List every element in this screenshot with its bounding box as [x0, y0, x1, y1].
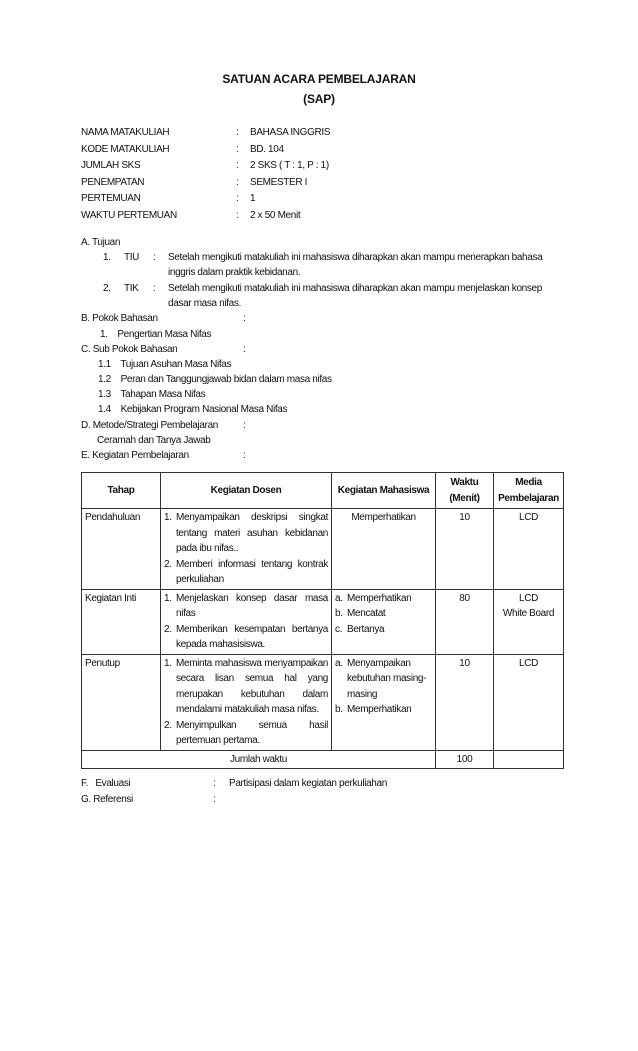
- list-number: 1.: [164, 657, 172, 669]
- list-item: [164, 718, 328, 749]
- info-row-duration: [81, 208, 561, 225]
- info-row-meeting: [81, 191, 561, 208]
- cell-dosen: [161, 589, 332, 654]
- info-value: SEMESTER I: [250, 176, 308, 188]
- total-label: Jumlah waktu: [82, 750, 436, 769]
- course-info: [81, 125, 561, 224]
- info-value: 2 SKS ( T : 1, P : 1): [250, 160, 329, 171]
- info-value: BAHASA INGGRIS: [250, 127, 331, 138]
- info-label: JUMLAH SKS: [81, 160, 141, 171]
- total-empty-cell: [494, 750, 564, 769]
- section-f-colon: :: [213, 778, 216, 789]
- header-tahap: Tahap: [82, 473, 161, 509]
- list-item: [164, 622, 328, 653]
- list-item: [335, 702, 432, 718]
- info-row-name: [81, 125, 561, 142]
- section-c-colon: :: [243, 344, 246, 355]
- list-item: [335, 622, 432, 638]
- header-media: [494, 473, 564, 509]
- list-text: Memberikan kesempatan bertanya kepada mahasisiswa.: [176, 623, 328, 650]
- info-value: BD. 104: [250, 143, 284, 155]
- info-colon: :: [236, 209, 239, 221]
- info-label: PERTEMUAN: [81, 193, 141, 204]
- info-row-placement: [81, 175, 561, 192]
- list-item: [164, 510, 328, 557]
- list-text: Memberi informasi tentang kontrak perkuliahan: [176, 558, 328, 585]
- section-b-heading: B. Pokok Bahasan: [81, 313, 158, 324]
- section-f-value: Partisipasi dalam kegiatan perkuliahan: [229, 778, 387, 789]
- list-letter: b.: [335, 608, 343, 619]
- table-header-row: [82, 473, 564, 509]
- info-row-sks: [81, 158, 561, 175]
- list-text: Memperhatikan: [347, 704, 412, 715]
- list-letter: a.: [335, 657, 343, 669]
- list-number: 1.: [164, 512, 172, 523]
- list-item: [335, 656, 432, 703]
- cell-waktu: 10: [436, 509, 494, 590]
- section-g-colon: :: [213, 794, 216, 805]
- list-number: 2.: [164, 623, 172, 635]
- tik-text-line1: Setelah mengikuti matakuliah ini mahasiswa diharapkan akan mampu menjelaskan konsep: [168, 283, 542, 294]
- tiu-number: 1.: [103, 252, 111, 263]
- list-text: Menjelaskan konsep dasar masa nifas: [176, 592, 328, 619]
- info-colon: :: [236, 160, 239, 171]
- document-title: SATUAN ACARA PEMBELAJARAN: [222, 72, 416, 86]
- media-item: LCD: [519, 512, 538, 523]
- header-kegiatan-mahasiswa: Kegiatan Mahasiswa: [332, 473, 436, 509]
- list-item: [335, 591, 432, 607]
- info-colon: :: [236, 176, 239, 188]
- media-item: LCD: [519, 592, 538, 604]
- header-media-line2: Pembelajaran: [498, 492, 559, 504]
- list-text: Bertanya: [347, 623, 385, 635]
- info-label: NAMA MATAKULIAH: [81, 127, 170, 138]
- table-row: [82, 654, 564, 750]
- header-waktu-line2: (Menit): [449, 492, 480, 504]
- table-row: [82, 509, 564, 590]
- info-label: KODE MATAKULIAH: [81, 143, 170, 155]
- header-media-line1: Media: [515, 477, 542, 488]
- list-number: 2.: [164, 558, 172, 570]
- info-colon: :: [236, 127, 239, 138]
- section-f-heading: F. Evaluasi: [81, 778, 131, 789]
- list-item: [335, 606, 432, 622]
- section-c-heading: C. Sub Pokok Bahasan: [81, 344, 178, 355]
- section-d-item: Ceramah dan Tanya Jawab: [97, 435, 211, 446]
- header-waktu: [436, 473, 494, 509]
- header-waktu-line1: Waktu: [450, 477, 479, 488]
- info-label: WAKTU PERTEMUAN: [81, 209, 177, 221]
- media-item: White Board: [502, 608, 555, 619]
- table-total-row: [82, 750, 564, 769]
- tiu-colon: :: [153, 252, 156, 263]
- cell-waktu: 80: [436, 589, 494, 654]
- header-kegiatan-dosen: Kegiatan Dosen: [161, 473, 332, 509]
- list-text: Menyampaikan kebutuhan masing-masing: [347, 657, 427, 700]
- cell-waktu: 10: [436, 654, 494, 750]
- section-e-heading: E. Kegiatan Pembelajaran: [81, 450, 189, 461]
- cell-media: [494, 654, 564, 750]
- list-letter: b.: [335, 704, 343, 715]
- list-item: [164, 591, 328, 622]
- list-text: Menyimpulkan semua hasil pertemuan pertama.: [176, 719, 328, 746]
- list-letter: c.: [335, 623, 343, 635]
- cell-tahap: Penutup: [82, 654, 161, 750]
- section-c-item: 1.1 Tujuan Asuhan Masa Nifas: [98, 359, 232, 370]
- section-d-heading: D. Metode/Strategi Pembelajaran: [81, 420, 219, 431]
- section-e-colon: :: [243, 450, 246, 461]
- media-item: LCD: [519, 657, 538, 669]
- list-item: [164, 557, 328, 588]
- section-c-item: 1.4 Kebijakan Program Nasional Masa Nifas: [98, 404, 288, 415]
- document-subtitle: (SAP): [303, 92, 335, 106]
- cell-media: [494, 589, 564, 654]
- tik-number: 2.: [103, 283, 111, 294]
- list-number: 1.: [164, 592, 172, 604]
- tik-label: TIK: [124, 283, 139, 294]
- cell-dosen: [161, 654, 332, 750]
- cell-media: [494, 509, 564, 590]
- cell-mahasiswa: [332, 654, 436, 750]
- tiu-text-line2: inggris dalam praktik kebidanan.: [168, 267, 301, 278]
- section-c-item: 1.2 Peran dan Tanggungjawab bidan dalam masa nifas: [98, 374, 332, 385]
- list-text: Mencatat: [347, 608, 386, 619]
- tiu-text-line1: Setelah mengikuti matakuliah ini mahasiswa diharapkan akan mampu menerapkan bahasa: [168, 252, 543, 263]
- section-a-heading: A. Tujuan: [81, 237, 121, 248]
- list-item: [164, 656, 328, 718]
- section-d-colon: :: [243, 420, 246, 431]
- section-c-item: 1.3 Tahapan Masa Nifas: [98, 389, 206, 400]
- list-letter: a.: [335, 592, 343, 604]
- activity-table: [81, 472, 564, 769]
- cell-mahasiswa: Memperhatikan: [332, 509, 436, 590]
- section-g-heading: G. Referensi: [81, 794, 133, 805]
- info-value: 2 x 50 Menit: [250, 209, 301, 221]
- list-text: Menyampaikan deskripsi singkat tentang materi asuhan kebidanan pada ibu nifas..: [176, 512, 328, 554]
- list-number: 2.: [164, 719, 172, 731]
- tiu-label: TIU: [124, 252, 140, 263]
- cell-dosen: [161, 509, 332, 590]
- cell-tahap: Kegiatan Inti: [82, 589, 161, 654]
- section-b-item: 1. Pengertian Masa Nifas: [100, 329, 212, 340]
- total-value: 100: [436, 750, 494, 769]
- info-colon: :: [236, 143, 239, 155]
- list-text: Meminta mahasiswa menyampaikan secara lisan semua hal yang merupakan kebutuhan dalam mendalami matakuliah masa nifas.: [176, 657, 328, 715]
- list-text: Memperhatikan: [347, 592, 412, 604]
- section-b-colon: :: [243, 313, 246, 324]
- info-colon: :: [236, 193, 239, 204]
- tik-colon: :: [153, 283, 156, 294]
- cell-tahap: Pendahuluan: [82, 509, 161, 590]
- info-row-code: [81, 142, 561, 159]
- info-value: 1: [250, 193, 256, 204]
- info-label: PENEMPATAN: [81, 176, 145, 188]
- cell-mahasiswa: [332, 589, 436, 654]
- table-row: [82, 589, 564, 654]
- tik-text-line2: dasar masa nifas.: [168, 298, 241, 309]
